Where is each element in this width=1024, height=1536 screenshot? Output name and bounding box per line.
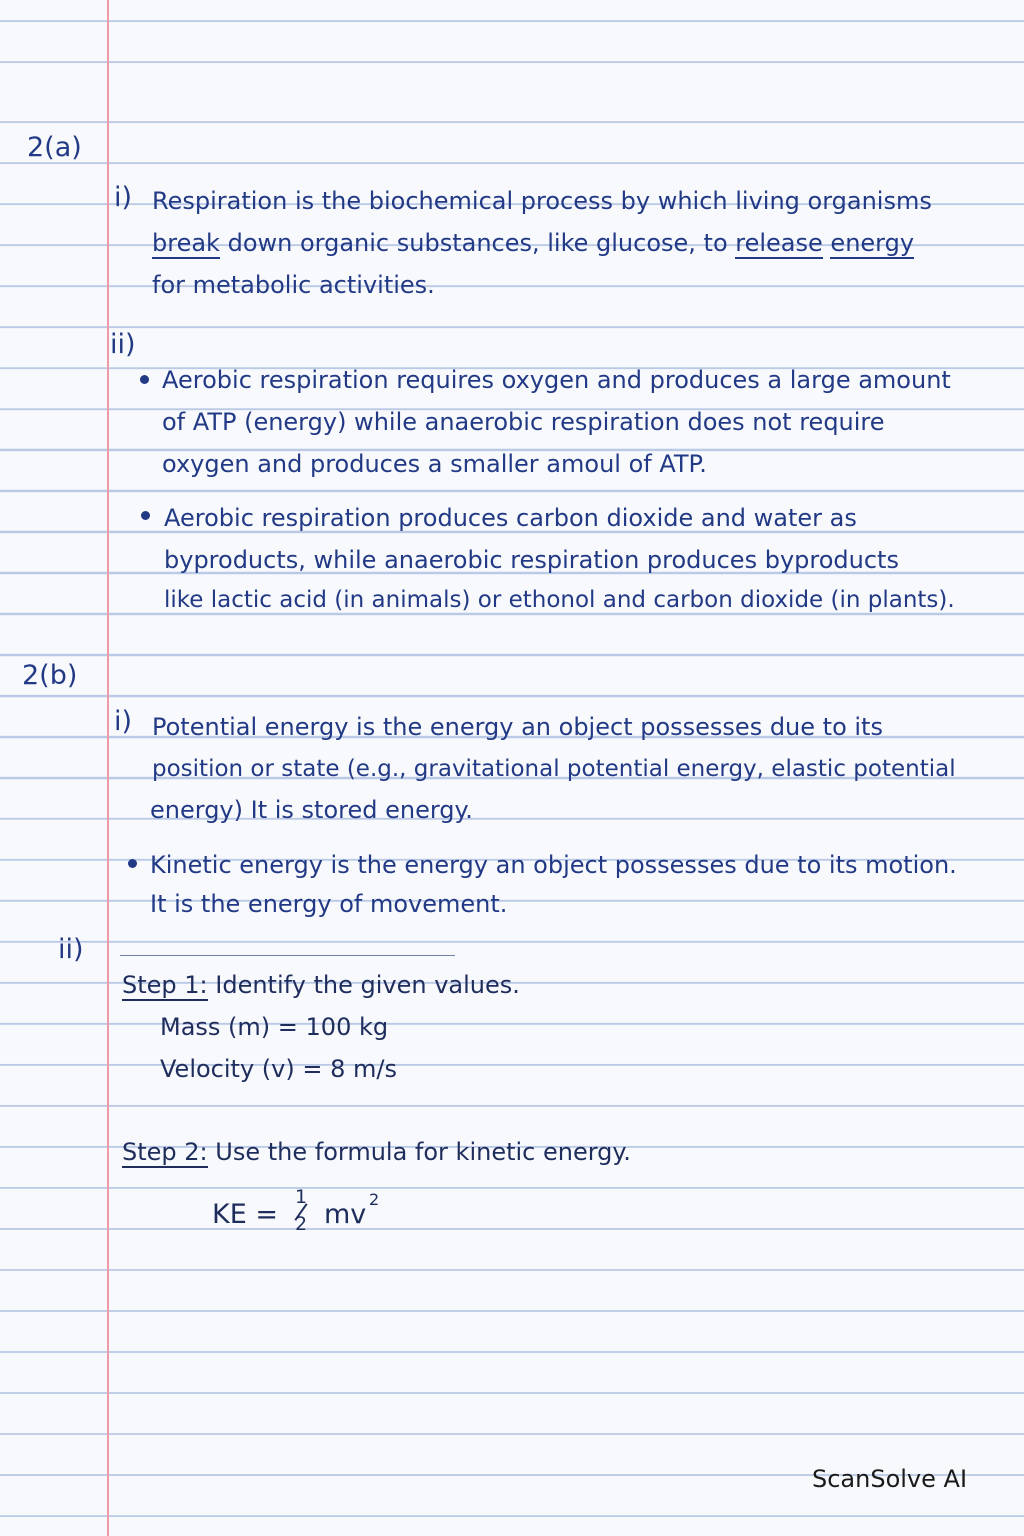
formula-variable: mv (324, 1199, 367, 1230)
underlined-word-release: release (735, 229, 823, 257)
q2a-ii-bullet-1-line-3: oxygen and produces a smaller amoul of ATP. (162, 450, 707, 478)
question-2b-label: 2(b) (22, 660, 78, 691)
formula-lhs: KE = (212, 1199, 278, 1230)
q2b-i-bullet-line-1: Kinetic energy is the energy an object possesses due to its motion. (150, 851, 957, 879)
margin-line (107, 0, 109, 1536)
brand-watermark: ScanSolve AI (812, 1465, 968, 1493)
bullet-icon (140, 375, 149, 384)
fraction-numerator: 1 (294, 1186, 308, 1208)
step-2 (122, 1137, 631, 1167)
q2b-i-bullet-line-2: It is the energy of movement. (150, 890, 508, 918)
q2a-part-ii-marker: ii) (110, 329, 136, 360)
formula-fraction (288, 1186, 314, 1236)
q2b-i-line-1: Potential energy is the energy an object possesses due to its (152, 713, 883, 741)
velocity-value: Velocity (v) = 8 m/s (160, 1055, 397, 1083)
q2b-i-line-3: energy) It is stored energy. (150, 796, 473, 824)
step-1 (122, 970, 520, 1000)
step-2-label: Step 2: (122, 1138, 208, 1166)
q2a-i-line-3-text: for metabolic activities. (152, 271, 435, 299)
q2a-ii-bullet-1-line-1: Aerobic respiration requires oxygen and produces a large amount (162, 366, 951, 394)
q2a-i-line-1 (152, 186, 932, 216)
q2a-i-line-3 (152, 270, 435, 300)
q2a-i-line-2-text: down organic substances, like glucose, to (219, 229, 736, 257)
q2a-part-i-marker: i) (114, 182, 133, 213)
q2a-i-line-2 (152, 228, 914, 258)
question-2a-label: 2(a) (27, 132, 82, 163)
underlined-word-energy: energy (830, 229, 915, 257)
step-1-text: Identify the given values. (207, 971, 520, 999)
formula-exponent: 2 (369, 1190, 380, 1209)
q2a-ii-bullet-2-line-2: byproducts, while anaerobic respiration produces byproducts (164, 546, 899, 574)
bullet-icon (141, 511, 150, 520)
step-2-text: Use the formula for kinetic energy. (207, 1138, 631, 1166)
q2b-part-i-marker: i) (114, 706, 133, 737)
q2b-i-line-2: position or state (e.g., gravitational potential energy, elastic potential (152, 756, 956, 782)
underlined-word-break: break (152, 229, 220, 257)
mass-value: Mass (m) = 100 kg (160, 1013, 389, 1041)
divider-line (120, 955, 455, 956)
bullet-icon (128, 859, 137, 868)
q2a-ii-bullet-2-line-3: like lactic acid (in animals) or ethonol and carbon dioxide (in plants). (164, 587, 955, 613)
q2a-ii-bullet-1-line-2: of ATP (energy) while anaerobic respiration does not require (162, 408, 885, 436)
step-1-label: Step 1: (122, 971, 208, 999)
q2b-part-ii-marker: ii) (58, 934, 84, 965)
q2a-i-line-1-text: Respiration is the biochemical process by which living organisms (152, 187, 932, 215)
q2a-ii-bullet-2-line-1: Aerobic respiration produces carbon dioxide and water as (164, 504, 857, 532)
fraction-denominator: 2 (294, 1213, 308, 1235)
